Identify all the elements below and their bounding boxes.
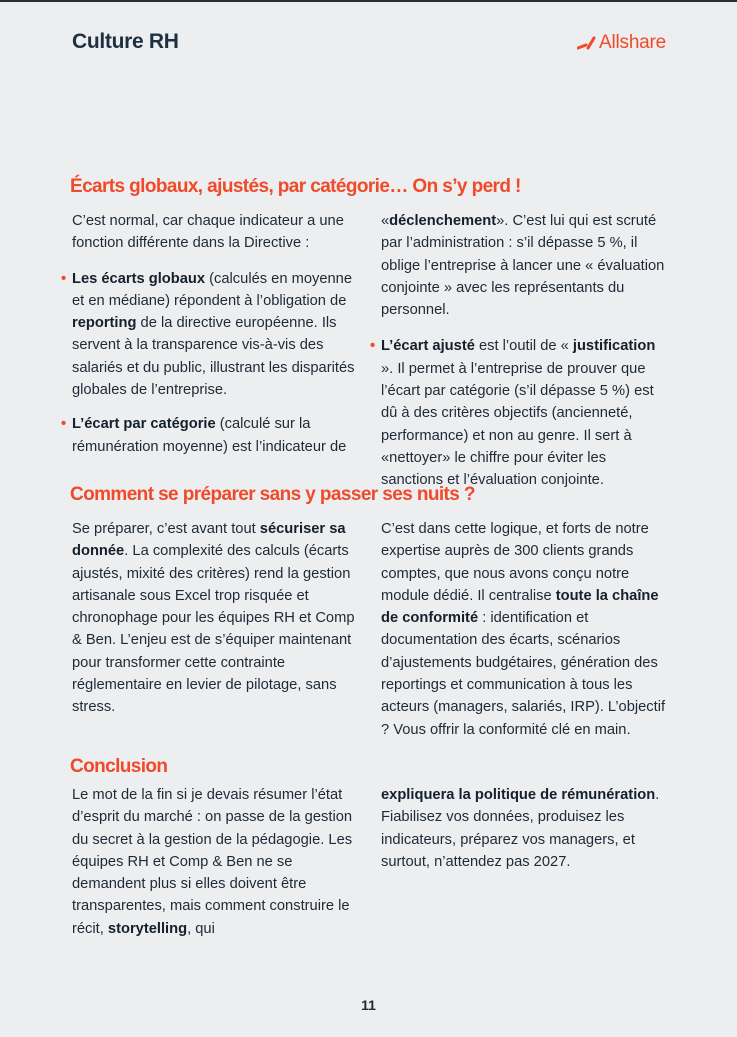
logo-text: Allshare xyxy=(599,32,667,53)
allshare-mark-icon xyxy=(577,36,597,50)
section1-right-column xyxy=(381,210,670,492)
section-title-conclusion: Conclusion xyxy=(70,756,168,777)
section1-left-column xyxy=(72,210,361,458)
bullet-ecarts-globaux: • Les écarts globaux (calculés en moyenne et en médiane) répondent à l’obligation de reporting de la directive européenne. Ils servent à la transparence vis-à-vis des salariés et du public, illustrant les disparités globales de l’entreprise. xyxy=(72,268,361,402)
section-title-ecarts: Écarts globaux, ajustés, par catégorie… On s’y perd ! xyxy=(70,176,521,197)
page-number: 11 xyxy=(361,997,376,1013)
section3-left-column xyxy=(72,784,361,940)
publication-title: Culture RH xyxy=(72,30,179,53)
bullet-ecart-categorie: • L’écart par catégorie (calculé sur la rémunération moyenne) est l’indicateur de xyxy=(72,413,361,458)
bullet-ecart-ajuste: • L’écart ajusté est l’outil de « justification ». Il permet à l’entreprise de prouver que l’écart par catégorie (s’il dépasse 5 %) est dû à des critères objectifs (ancienneté, performance) et non au genre. Il sert à «nettoyer» le chiffre pour éviter les sanctions et l’évaluation conjointe. xyxy=(381,335,670,491)
top-border xyxy=(0,0,737,2)
conclusion-left-paragraph: Le mot de la fin si je devais résumer l’état d’esprit du marché : on passe de la gestion du secret à la gestion de la pédagogie. Les équipes RH et Comp & Ben ne se demandent plus si elles doivent être transparentes, mais comment construire le récit, storytelling, qui xyxy=(72,787,353,937)
section2-left-column xyxy=(72,518,361,719)
section2-right-column xyxy=(381,518,670,741)
section2-right-paragraph: C’est dans cette logique, et forts de notre expertise auprès de 300 clients grands comptes, que nous avons conçu notre module dédié. Il centralise toute la chaîne de conformité : identification et documentation des écarts, scénarios d’ajustements budgétaires, génération des reportings et communication à tous les acteurs (managers, salariés, IRP). L’objectif ? Vous offrir la conformité clé en main. xyxy=(381,521,666,738)
conclusion-right-paragraph: expliquera la politique de rémunération. Fiabilisez vos données, produisez les indicateurs, préparez vos managers, et surtout, n’attendez pas 2027. xyxy=(381,787,660,870)
section1-intro: C’est normal, car chaque indicateur a une fonction différente dans la Directive : xyxy=(72,213,344,252)
section3-right-column xyxy=(381,784,670,873)
bullet-ecart-categorie-continued: «déclenchement». C’est lui qui est scruté par l’administration : s’il dépasse 5 %, il oblige l’entreprise à lancer une « évaluation conjointe » avec les représentants du personnel. xyxy=(381,213,665,319)
section2-left-paragraph: Se préparer, c’est avant tout sécuriser sa donnée. La complexité des calculs (écarts ajustés, mixité des critères) rend la gestion artisanale sous Excel trop risquée et chronophage pour les équipes RH et Comp & Ben. L’enjeu est de s’équiper maintenant pour transformer cette contrainte réglementaire en levier de pilotage, sans stress. xyxy=(72,521,355,716)
section-title-preparer: Comment se préparer sans y passer ses nuits ? xyxy=(70,484,475,505)
allshare-logo xyxy=(577,32,666,54)
